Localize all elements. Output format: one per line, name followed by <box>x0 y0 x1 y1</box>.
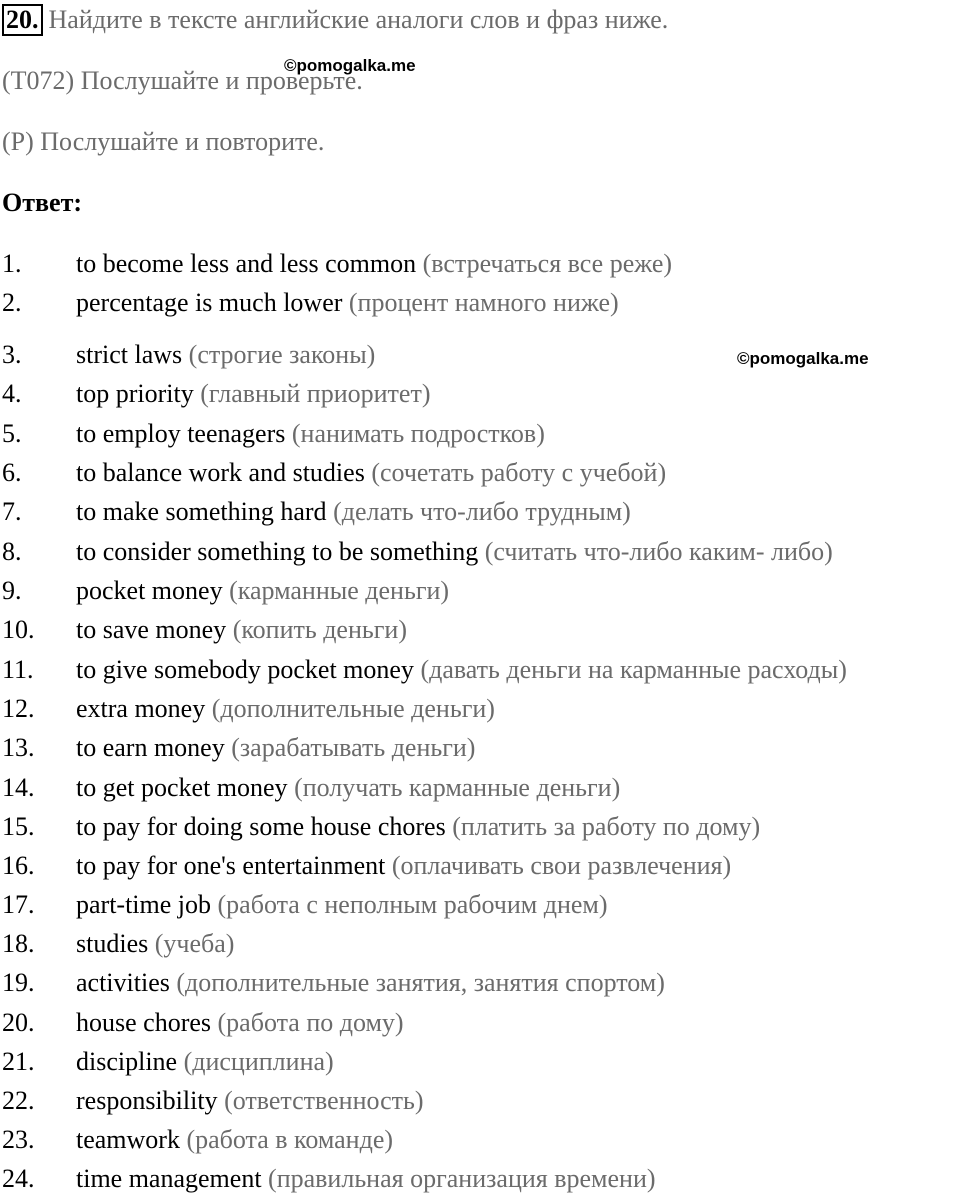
russian-translation: (дополнительные занятия, занятия спортом) <box>176 968 665 997</box>
item-number: 15. <box>2 812 35 841</box>
russian-translation: (оплачивать свои развлечения) <box>391 851 732 880</box>
item-text <box>76 1164 656 1194</box>
russian-translation: (главный приоритет) <box>200 379 431 408</box>
list-item <box>0 419 960 453</box>
list-item <box>0 1008 960 1042</box>
english-phrase: strict laws <box>76 340 183 369</box>
list-item <box>0 655 960 689</box>
item-number: 10. <box>2 615 35 644</box>
item-text <box>76 458 666 488</box>
item-text <box>76 576 449 606</box>
russian-translation: (копить деньги) <box>232 615 407 644</box>
item-number: 21. <box>2 1047 35 1076</box>
english-phrase: studies <box>76 929 149 958</box>
item-text <box>76 968 665 998</box>
item-number: 11. <box>2 655 34 684</box>
russian-translation: (правильная организация времени) <box>268 1164 656 1193</box>
russian-translation: (считать что-либо каким- либо) <box>484 537 833 566</box>
russian-translation: (работа с неполным рабочим днем) <box>217 890 608 919</box>
listen-check-line: (T072) Послушайте и проверьте. <box>2 66 363 95</box>
item-text <box>76 340 375 370</box>
english-phrase: to earn money <box>76 733 225 762</box>
item-number: 9. <box>2 576 22 605</box>
english-phrase: activities <box>76 968 170 997</box>
english-phrase: to save money <box>76 615 227 644</box>
russian-translation: (учеба) <box>154 929 235 958</box>
item-text <box>76 537 833 567</box>
item-text <box>76 812 760 842</box>
item-text <box>76 1086 424 1116</box>
russian-translation: (работа в команде) <box>186 1125 394 1154</box>
list-item <box>0 288 960 322</box>
item-text <box>76 249 672 279</box>
russian-translation: (давать деньги на карманные расходы) <box>420 655 847 684</box>
english-phrase: to become less and less common <box>76 249 417 278</box>
list-item <box>0 1086 960 1120</box>
item-text <box>76 615 407 645</box>
item-number: 14. <box>2 773 35 802</box>
list-item <box>0 812 960 846</box>
item-number: 2. <box>2 288 22 317</box>
item-number: 22. <box>2 1086 35 1115</box>
english-phrase: extra money <box>76 694 206 723</box>
item-text <box>76 929 234 959</box>
item-number: 4. <box>2 379 22 408</box>
russian-translation: (работа по дому) <box>217 1008 404 1037</box>
list-item <box>0 497 960 531</box>
item-text <box>76 379 430 409</box>
item-text <box>76 1125 393 1155</box>
list-item <box>0 733 960 767</box>
list-item <box>0 929 960 963</box>
english-phrase: to pay for doing some house chores <box>76 812 446 841</box>
item-number: 7. <box>2 497 22 526</box>
item-text <box>76 419 545 449</box>
english-phrase: top priority <box>76 379 194 408</box>
item-number: 3. <box>2 340 22 369</box>
list-item <box>0 851 960 885</box>
item-text <box>76 1047 334 1077</box>
list-item <box>0 968 960 1002</box>
listen-repeat-line: (P) Послушайте и повторите. <box>2 127 325 156</box>
item-number: 18. <box>2 929 35 958</box>
item-text <box>76 851 731 881</box>
task-instruction: Найдите в тексте английские аналоги слов и фраз ниже. <box>48 5 669 34</box>
item-number: 20. <box>2 1008 35 1037</box>
english-phrase: to employ teenagers <box>76 419 286 448</box>
list-item <box>0 1047 960 1081</box>
item-number: 8. <box>2 537 22 566</box>
item-text <box>76 288 619 318</box>
list-item <box>0 694 960 728</box>
item-number: 12. <box>2 694 35 723</box>
english-phrase: house chores <box>76 1008 212 1037</box>
item-text <box>76 733 475 763</box>
item-number: 19. <box>2 968 35 997</box>
list-item <box>0 458 960 492</box>
russian-translation: (карманные деньги) <box>229 576 450 605</box>
item-number: 1. <box>2 249 22 278</box>
list-item <box>0 773 960 807</box>
task-header <box>2 4 668 36</box>
russian-translation: (встречаться все реже) <box>422 249 673 278</box>
task-number: 20. <box>2 4 43 36</box>
english-phrase: teamwork <box>76 1125 180 1154</box>
item-text <box>76 694 495 724</box>
item-text <box>76 497 631 527</box>
russian-translation: (строгие законы) <box>188 340 376 369</box>
list-item <box>0 576 960 610</box>
english-phrase: to make something hard <box>76 497 327 526</box>
english-phrase: time management <box>76 1164 262 1193</box>
list-item <box>0 1125 960 1159</box>
item-text <box>76 1008 404 1038</box>
english-phrase: to pay for one's entertainment <box>76 851 386 880</box>
item-number: 24. <box>2 1164 35 1193</box>
item-number: 23. <box>2 1125 35 1154</box>
watermark: ©pomogalka.me <box>284 56 416 75</box>
list-item <box>0 890 960 924</box>
english-phrase: to consider something to be something <box>76 537 479 566</box>
russian-translation: (делать что-либо трудным) <box>333 497 631 526</box>
russian-translation: (ответственность) <box>224 1086 424 1115</box>
item-number: 5. <box>2 419 22 448</box>
english-phrase: pocket money <box>76 576 223 605</box>
russian-translation: (нанимать подростков) <box>291 419 545 448</box>
russian-translation: (процент намного ниже) <box>348 288 619 317</box>
russian-translation: (сочетать работу с учебой) <box>371 458 667 487</box>
item-number: 6. <box>2 458 22 487</box>
english-phrase: to get pocket money <box>76 773 288 802</box>
item-text <box>76 773 620 803</box>
russian-translation: (платить за работу по дому) <box>452 812 761 841</box>
english-phrase: to balance work and studies <box>76 458 365 487</box>
english-phrase: responsibility <box>76 1086 218 1115</box>
item-text <box>76 655 847 685</box>
watermark: ©pomogalka.me <box>737 349 869 368</box>
item-number: 16. <box>2 851 35 880</box>
list-item <box>0 340 960 374</box>
list-item <box>0 537 960 571</box>
english-phrase: discipline <box>76 1047 178 1076</box>
english-phrase: to give somebody pocket money <box>76 655 414 684</box>
russian-translation: (дополнительные деньги) <box>211 694 495 723</box>
answer-label: Ответ: <box>2 188 83 217</box>
russian-translation: (дисциплина) <box>183 1047 334 1076</box>
russian-translation: (получать карманные деньги) <box>294 773 621 802</box>
item-text <box>76 890 608 920</box>
list-item <box>0 379 960 413</box>
item-number: 13. <box>2 733 35 762</box>
russian-translation: (зарабатывать деньги) <box>231 733 476 762</box>
list-item <box>0 615 960 649</box>
list-item <box>0 249 960 283</box>
list-item <box>0 1164 960 1198</box>
item-number: 17. <box>2 890 35 919</box>
english-phrase: part-time job <box>76 890 212 919</box>
english-phrase: percentage is much lower <box>76 288 343 317</box>
